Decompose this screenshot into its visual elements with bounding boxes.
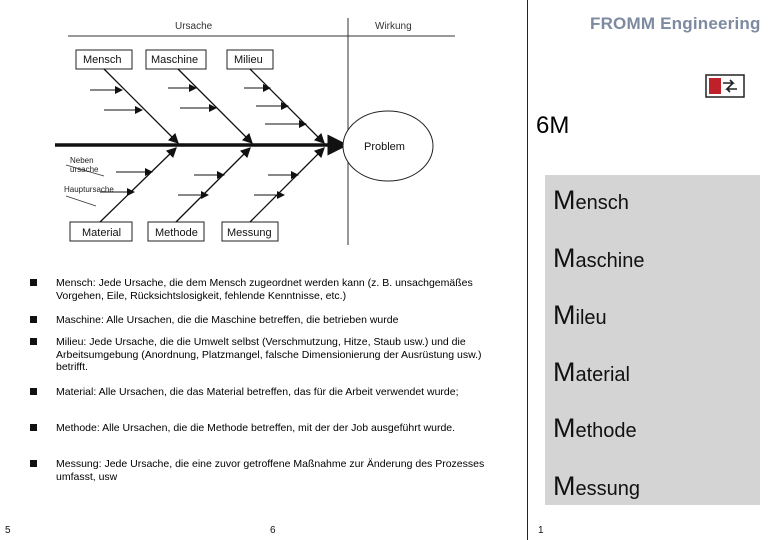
brand-name: FROMM Engineering (590, 14, 761, 33)
header-effect: Wirkung (375, 21, 412, 32)
bullet-icon (30, 460, 37, 467)
bullet-icon (30, 388, 37, 395)
box-messung (222, 222, 278, 241)
page-number-right: 1 (538, 525, 544, 536)
main-cause-label: Hauptursache (64, 185, 114, 194)
fishbone-diagram (0, 0, 530, 260)
section-title: 6M (536, 112, 570, 139)
svg-text:Messung: Messung (227, 227, 272, 239)
company-logo-icon (705, 72, 745, 100)
box-methode (148, 222, 204, 241)
box-maschine (146, 50, 206, 69)
m-word-milieu: Mileu (553, 300, 607, 330)
bone-methode (176, 148, 250, 222)
svg-text:Methode: Methode (155, 227, 198, 239)
m-word-maschine: Maschine (553, 243, 645, 273)
m-word-messung: Messung (553, 471, 640, 501)
m-word-methode: Methode (553, 413, 637, 443)
bullet-icon (30, 279, 37, 286)
svg-text:Maschine: Maschine (151, 54, 199, 66)
m-word-mensch: Mensch (553, 185, 629, 215)
leader-line (66, 196, 96, 206)
page-number-left: 5 (5, 525, 11, 536)
bone-mensch (104, 69, 178, 143)
svg-text:Material: Material (82, 227, 122, 239)
six-m-panel (545, 175, 760, 505)
bullet-icon (30, 424, 37, 431)
bullet-icon (30, 338, 37, 345)
problem-label: Problem (364, 141, 405, 153)
side-cause-label-2: ursache (70, 165, 99, 174)
side-cause-label-1: Neben (70, 156, 94, 165)
svg-text:Milieu: Milieu (234, 54, 263, 66)
box-material (70, 222, 132, 241)
bullet-icon (30, 316, 37, 323)
box-mensch (76, 50, 132, 69)
header-cause: Ursache (175, 21, 213, 32)
slide-divider (527, 0, 528, 540)
m-word-material: Material (553, 357, 630, 387)
svg-text:Mensch: Mensch (83, 54, 122, 66)
box-milieu (227, 50, 273, 69)
bone-maschine (178, 69, 252, 143)
page-number-center: 6 (270, 525, 276, 536)
bone-messung (250, 148, 324, 222)
